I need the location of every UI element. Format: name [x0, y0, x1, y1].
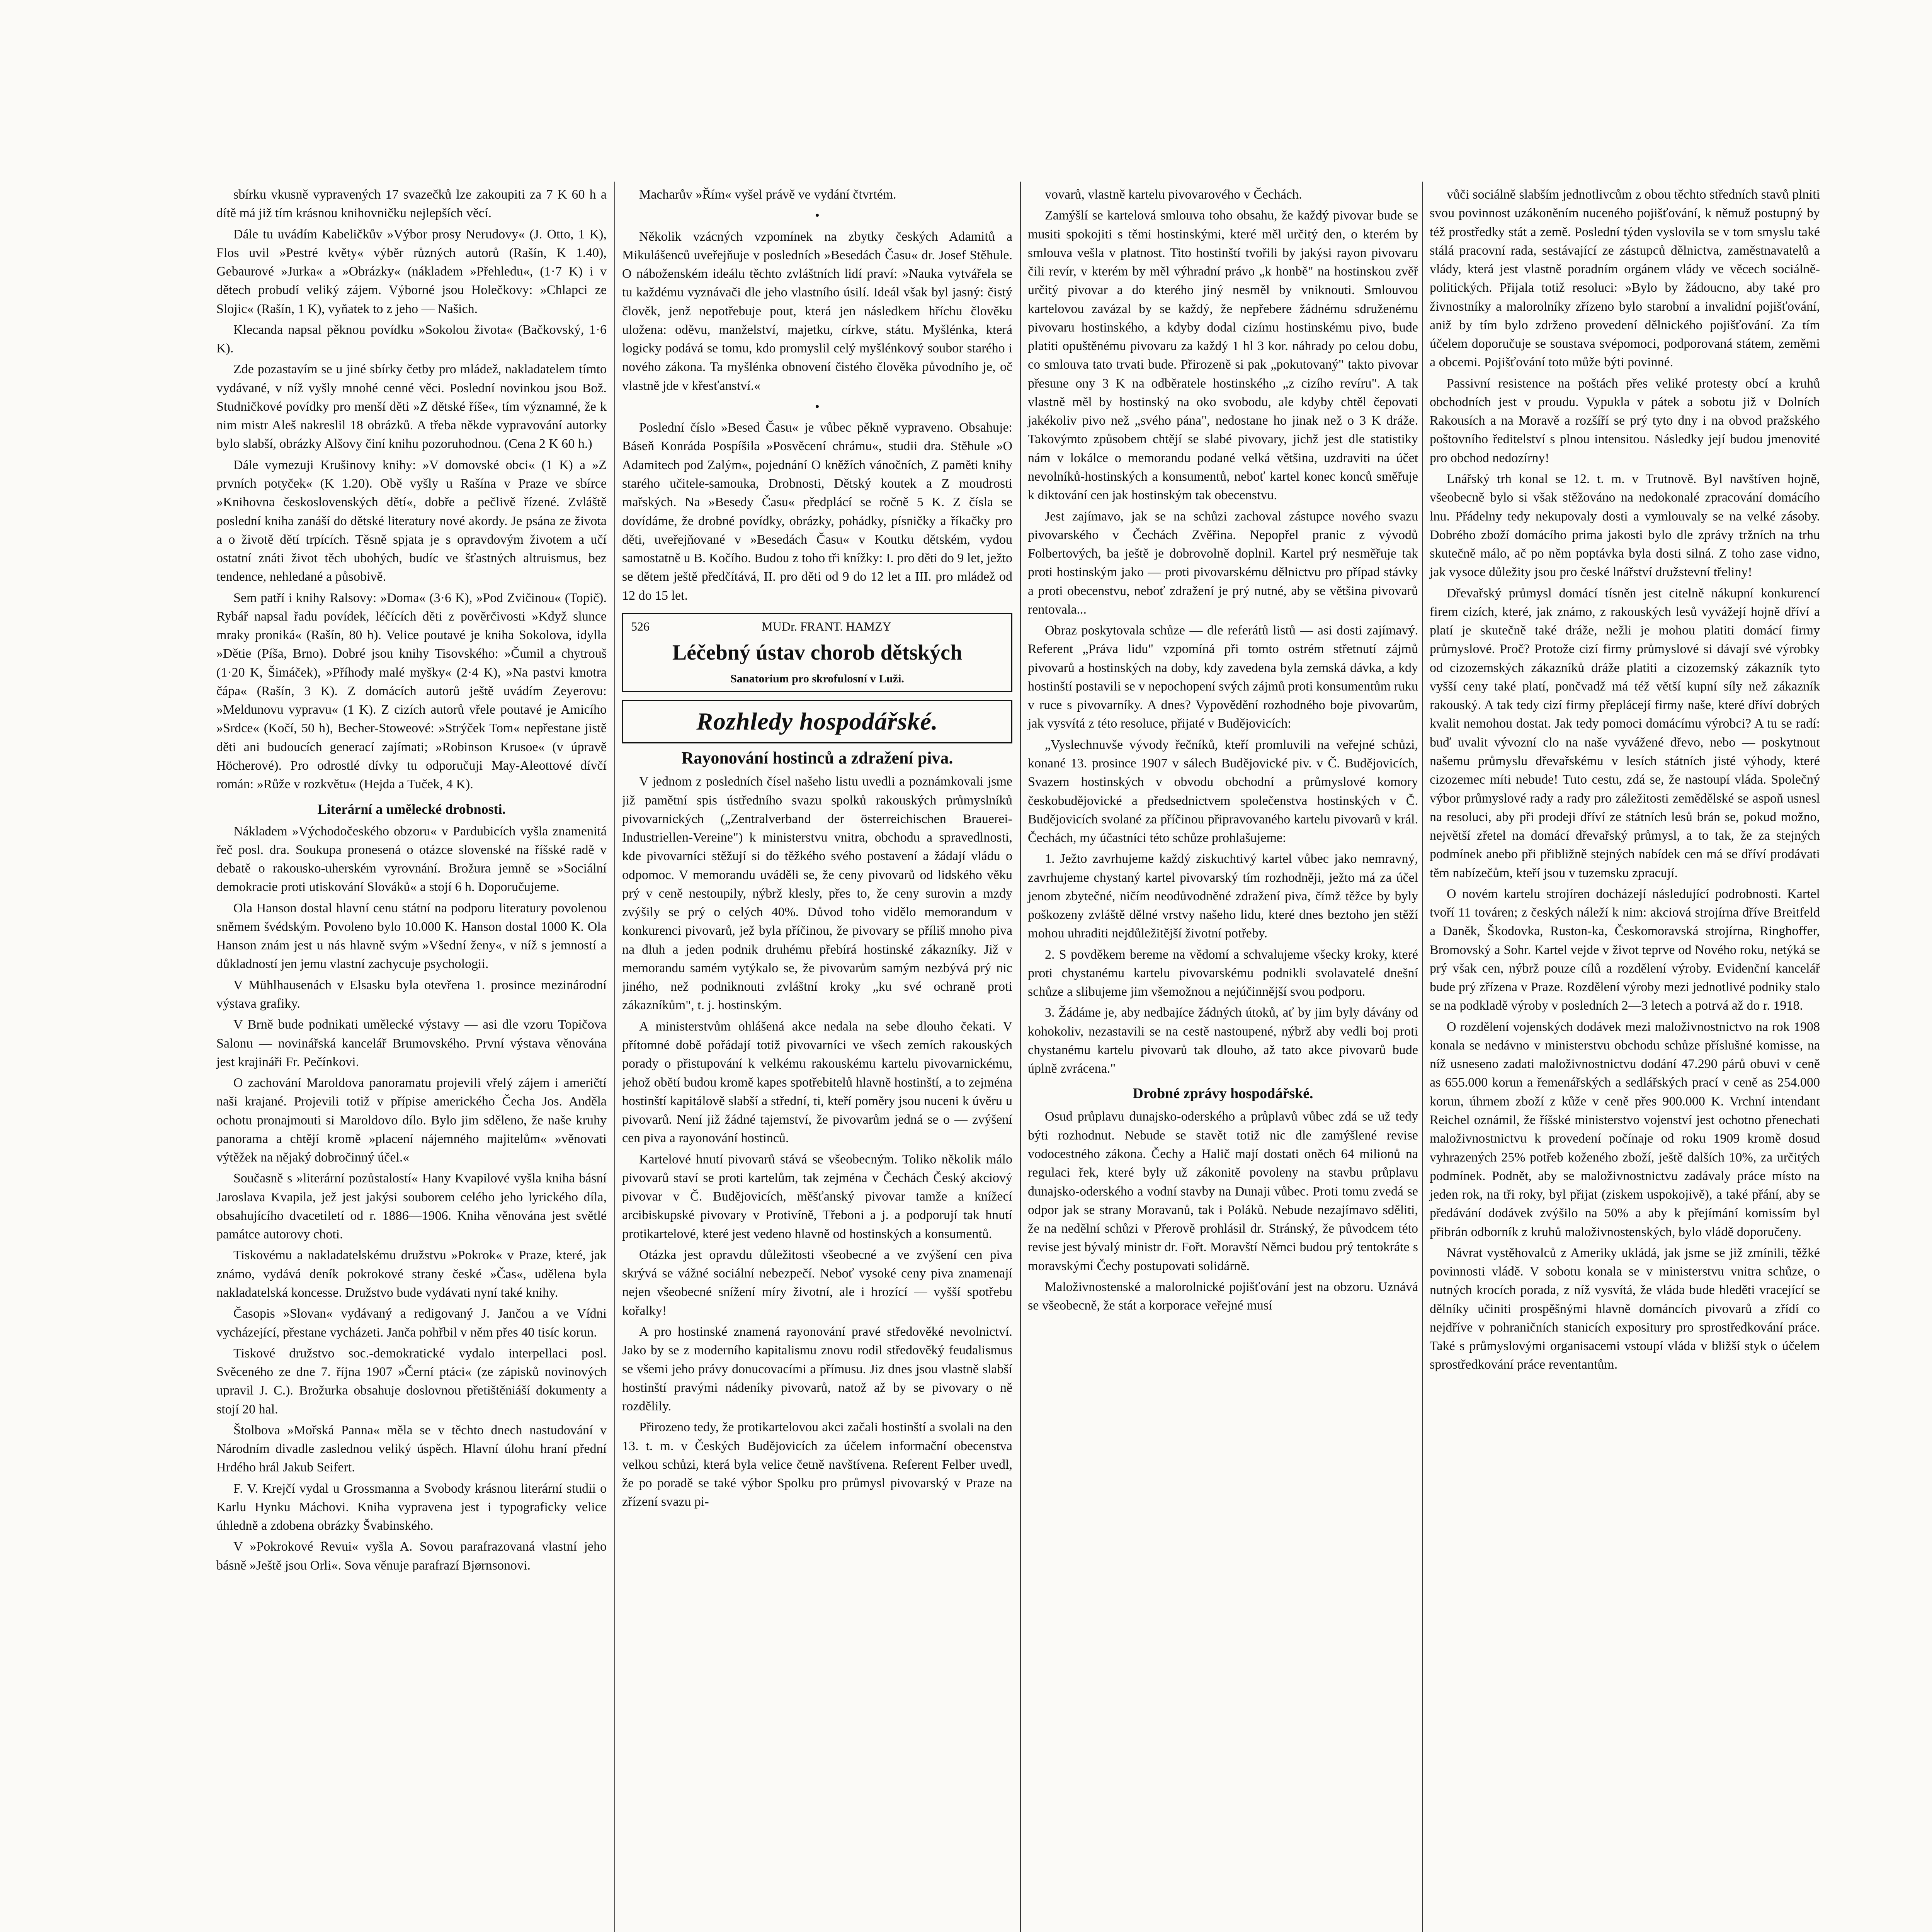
column-divider: [1422, 182, 1423, 1932]
paragraph: 2. S povděkem bereme na vědomí a schvalujeme všecky kroky, které proti chystanému kartelu pivovarskému podnikli svolavatelé dnešní schůze a slibujeme jim všemožnou a nejúčinnější svou podporu.: [1028, 947, 1418, 999]
paragraph: Dále tu uvádím Kabeličkův »Výbor prosy Nerudovy« (J. Otto, 1 K), Flos uvil »Pestré květy« výběr různých autorů (Rašín, K 1.40), Gebaurové »Jurka« a »Obrázky« (nákladem »Přehledu«, (1·7 K) i v dětech probudí veliký zájem. Výborné jsou Holečkovy: »Chlapci ze Slojic« (Rašín, 1 K), vyňatek to z jeho — Našich.: [216, 227, 607, 316]
ad-doctor: MUDr. FRANT. HAMZY: [762, 619, 891, 633]
paragraph: Tiskové družstvo soc.-demokratické vydalo interpellaci posl. Svěceného ze dne 7. října 1907 »Černí ptáci« (ze zápisků novinových upravil J. C.). Brožurka obsahuje doslovnou přetištěniáší dokumenty a stojí 20 hal.: [216, 1346, 607, 1417]
paragraph: Zamýšlí se kartelová smlouva toho obsahu, že každý pivovar bude se musiti spokojiti s těmi hostinskými, které měl určitý den, o kterém by smlouva vešla v platnost. Tito hostinští tvořili by jakýsi rayon pivovaru čili revír, v kterém by měl výhradní právo „k honbě" na hostinskou zvěř určitý pivovar a do kterého jiný nesměl by vniknouti. Smlouvou kartelovou zavázal by se každý, že nepřebere žádnému sdruženému pivovaru hostinského, a kdyby dodal cizímu hostinskému pivo, bude platiti opuštěnému pivovaru za každý 1 hl 3 kor. náhrady po celou dobu, co smlouva tato trvati bude. Přirozeně si pak „pokutovaný" takto pivovar přesune ony 3 K na odběratele hostinského „z cizího revíru". A tak vlastně měl by hostinský na oko svobodu, ale kdyby chtěl čepovati jakékoliv pivo než „svého pána", nedostane ho jinak než o 3 K dráže. Takovýmto způsobem chtějí se slabé pivovary, jichž jest dle statistiky nám v lokálce o memorandu podané velká většina, uzdraviti na účet nevolníků-hostinských a konsumentů, neboť kartel konec konců směřuje k diktování cen jak hostinským tak obecenstvu.: [1028, 208, 1418, 503]
ad-number: 526: [631, 619, 650, 633]
paragraph: Několik vzácných vzpomínek na zbytky českých Adamitů a Mikulášenců uveřejňuje v posledních »Besedách Času« dr. Josef Stěhule. O náboženském ideálu těchto zvláštních lidí praví: »Nauka vytvářela se tu každému vyznávači dle jeho vlastního úsilí. Ideál však byl jasný: čistý člověk, jenž nepotřebuje pout, která jen následkem hříchu člověku uložena: oděvu, manželství, majetku, církve, státu. Myšlénka, která logicky podává se tomu, kdo promyslil celý myšlénkový soubor starého i nového zákona. Ta myšlénka obnovení čistého člověka původního je, oč vlastně jde v křesťanství.«: [622, 229, 1012, 393]
paragraph: Obraz poskytovala schůze — dle referátů listů — asi dosti zajímavý. Referent „Práva lidu" vzpomíná při tomto ostrém střetnutí zájmů pivovarů a hostinských na doby, kdy zavedena byla zemská dávka, a kdy hostinští postavili se v nepochopení svých zájmů proti konsumentům ruku v ruce s pivovarníky. A dnes? Vypovědění rozhodného boje pivovarům, jak vysvítá z této resoluce, přijaté v Budějovicích:: [1028, 623, 1418, 731]
paragraph: Osud průplavu dunajsko-oderského a průplavů vůbec zdá se už tedy býti rozhodnut. Nebude se stavět totiž nic dle zamýšlené revise vodocestného zákona. Čechy a Halič mají dostati oněch 64 milionů na regulaci řek, které byly už zákonitě povoleny na stavbu průplavu dunajsko-oderského a vodní stavby na Dunaji vůbec. Proti tomu zvedá se odpor jak se strany Moravanů, tak i Poláků. Nebude nezajímavo sděliti, že na nedělní schůzi v Přerově prohlásil dr. Stránský, že původcem této revise jest bývalý ministr dr. Fořt. Moravští Němci budou prý tentokráte s moravskými Čechy postupovati solidárně.: [1028, 1109, 1418, 1273]
paragraph: A ministerstvům ohlášená akce nedala na sebe dlouho čekati. V přítomné době pořádají totiž pivovarníci ve všech zemích rakouských porady o přistupování k velkému rakouskému kartelu pivovarnickému, jehož obětí budou kromě kapes spotřebitelů hlavně hostinští, a to zejména hostinští kapitálově slabší a střední, ti, kteří poměry jsou nuceni k úvěru u pivovarů. Není již žádné tajemství, že pivovarům jedná se o — zvýšení cen piva a rayonování hostinců.: [622, 1019, 1012, 1146]
paragraph: Návrat vystěhovalců z Ameriky ukládá, jak jsme se již zmínili, těžké povinnosti vládě. V sobotu konala se v ministerstvu vnitra schůze, o nutných krocích porada, z níž vysvítá, že vláda bude hleděti vracející se dělníky učiniti prospěšnými hlavně dománcích pivovarů a zřídí co nejdříve v pohraničních stanicích expositury pro sprostředkování práce. Také s průmyslovými organisacemi vstoupí vláda v bližší styk o účelem sprostředkování práce reventantům.: [1430, 1245, 1820, 1372]
article-title: Rayonování hostinců a zdražení piva.: [681, 748, 953, 768]
subsection-title: Drobné zprávy hospodářské.: [1133, 1085, 1313, 1102]
column-divider: [614, 182, 615, 1932]
paragraph: Otázka jest opravdu důležitosti všeobecné a ve zvýšení cen piva skrývá se vážné sociální nebezpečí. Neboť vysoké ceny piva znamenají nejen všeobecné snížení míry životní, ale i hrozící — vyšší spotřebu kořalky!: [622, 1247, 1012, 1318]
paragraph: Zde pozastavím se u jiné sbírky četby pro mládež, nakladatelem tímto vydávané, v níž vyšly mnohé cenné věci. Poslední novinkou jsou Bož. Studničkové povídky pro menší děti »Z dětské říše«, tím významné, že k nim mistr Aleš nakreslil 18 obrázků. A třeba někde vypravování autorky bylo slabší, obrázky Alšovy činí knihu pozoruhodnou. (Cena 2 K 60 h.): [216, 362, 607, 451]
paragraph: V jednom z posledních čísel našeho listu uvedli a poznámkovali jsme již pamětní spis ústředního svazu spolků rakouských průmyslníků pivovarnických („Zentralverband der österreichischen Brauerei-Industriellen-Vereine") k ministerstvu vnitra, obchodu a spravedlnosti, kde pivovarníci stěžují si do těžkého svého postavení a žádají vládu o odpomoc. V memorandu uváděli se, že ceny pivovarů od lidského věku prý v ceně nestoupily, nýbrž klesly, přes to, že ceny surovin a mzdy zvýšily se prý o celých 40%. Důvod toho vidělo memorandum v konkurenci pivovarů, jež byla příčinou, že pivovary se příliš mnoho piva na dluh a jeden podnik druhému přebírá hostinské zákazníky. Již v memorandu samém vytýkalo se, že pivovarům samým nezbývá prý nic jiného, než podniknouti zvláštní kroky „ku své ochraně proti zákazníkům", t. j. hostinským.: [622, 774, 1012, 1013]
ad-subtitle: Sanatorium pro skrofulosní v Luži.: [730, 672, 904, 685]
separator-dot: •: [815, 399, 820, 414]
paragraph: Maloživnostenské a malorolnické pojišťování jest na obzoru. Uznává se všeobecně, že stát a korporace veřejné musí: [1028, 1279, 1418, 1313]
paragraph: Sem patří i knihy Ralsovy: »Doma« (3·6 K), »Pod Zvičinou« (Topič). Rybář napsal řadu povídek, léčících děti z pověrčivosti »Když slunce mraky proniká« (Rašín, 80 h). Velice poutavé je kniha Sokolova, idylla »Dětie (Píša, Brno). Dobré jsou knihy Tisovského: »Čumil a chytrouš (1·20 K, Šimáček), »Příhody malé myšky« (2·4 K), »Na pastvi kmotra čápa« (Rašín, 3 K). Z domácích autorů ještě uvádím Zeyerovu: »Meldunovu vypravu« (1 K). Z cizích autorů vřele poutavé je Amicího »Srdce« (Kočí, 50 h), Becher-Stoweové: »Strýček Tom« nepřestane jistě děti ani budoucích generací zajímati; »Robinson Krusoe« (v úpravě Höcherové). Pro odrostlé dívky tu odporučuji May-Aleottové dívčí román: »Růže v rozkvětu« (Hejda a Tuček, 4 K).: [216, 590, 607, 792]
paragraph: F. V. Krejčí vydal u Grossmanna a Svobody krásnou literární studii o Karlu Hynku Máchovi. Kniha vypravena jest i typograficky velice úhledně a zdobena obrázky Švabinského.: [216, 1481, 607, 1533]
paragraph: Současně s »literární pozůstalostí« Hany Kvapilové vyšla kniha básní Jaroslava Kvapila, jež jest jakýsi souborem celého jeho lyrického díla, obsahujícího dvacetiletí od r. 1886—1906. Kniha věnována jest světlé památce autorovy choti.: [216, 1171, 607, 1242]
paragraph: Tiskovému a nakladatelskému družstvu »Pokrok« v Praze, které, jak známo, vydává deník pokrokové strany české »Čas«, udělena byla nakladatelská koncesse. Družstvo bude vydávati nyní také knihy.: [216, 1248, 607, 1300]
paragraph: A pro hostinské znamená rayonování pravé středověké nevolnictví. Jako by se z moderního kapitalismu znovu rodil středověký feudalismus se všemi jeho právy donucovacími a přímusu. Jiz dnes jsou vlastně slabší hostinští pravými nádeníky pivovarů, natož až by se pivovary o ně rozdělily.: [622, 1324, 1012, 1414]
paragraph: Klecanda napsal pěknou povídku »Sokolou života« (Bačkovský, 1·6 K).: [216, 322, 607, 356]
column-divider: [1020, 182, 1021, 1932]
paragraph: vůči sociálně slabším jednotlivcům z obou těchto středních stavů plniti svou povinnost uzákoněním nuceného pojišťování, k němuž postupný by též prostředky stát a země. Poslední týden vyslovila se v tom smyslu také stálá pracovní rada, sestávající ze zástupců dělnictva, zaměstnavatelů a vlády, která jest vlastně poradním orgánem vlády ve věcech sociálně-politických. Přijala totiž resoluci: »Bylo by žádoucno, aby také pro živnostníky a malorolníky zřízeno bylo starobní a invalidní pojišťování, aniž by tím bylo zdrženo provedení dělnického pojišťování. Za tím účelem doporučuje se soustava svépomoci, podporovaná státem, zeměmi a obcemi. Pojišťování toto může býti povinné.: [1430, 187, 1820, 370]
paragraph: Dále vymezuji Krušinovy knihy: »V domovské obci« (1 K) a »Z prvních potyček« (K 1.20). Obě vyšly u Rašína v Praze ve sbírce »Knihovna československých dětí«, dobře a pečlivě řízené. Zvláště poslední kniha zanáší do dětské literatury nové akordy. Je psána ze života a o životě dětí trpících. Těsně spjata je s opravdovým životem a učí ostatní znáti život těch ubohých, budíc ve šťastných altruismus, bez tendence, nehledané a působivě.: [216, 457, 607, 584]
paragraph: Dřevařský průmysl domácí tísněn jest citelně nákupní konkurencí firem cizích, které, jak známo, z rakouských lesů vyvážejí hojně dříví a platí je skutečně také dráže, nežli je mohou platiti domácí firmy průmyslové. Proč? Protože cizí firmy průmyslové si dávají své výrobky od cizozemských zákazníků dráže platiti a cizozemský zákazník tyto vyšší ceny také platí, pončvadž má též větší kupní síly než zákazník rakouský. A tak tedy cizí firmy přeplácejí firmy naše, které dříví dobrých kvalit nemohou dostat. Jak tedy pomoci domácímu výrobci? A tu se radí: buď uvalit vývozní clo na naše vyvážené dřevo, nebo — poskytnout našemu průmyslu dřevařskému v lesích státních jisté výhody, které cizozemec míti nebude! Tuto cestu, zdá se, že nastoupí vláda. Společný výbor průmyslové rady a rady pro záležitosti zemědělské se aspoň usnesl na resoluci, aby při prodeji dříví ze státních lesů brán se, pokud možno, největší zřetel na domácí dřevařský průmysl, a to tak, že za stejných podmínek anebo při přibližně stejných nabídek cen má se dříví prodávati těm nabízečům, kteří jsou v tuzemsku zpracují.: [1430, 586, 1820, 880]
paragraph: Nákladem »Východočeského obzoru« v Pardubicích vyšla znamenitá řeč posl. dra. Soukupa pronesená o otázce slovenské na říšské radě v debatě o rakousko-uherském vyrovnání. Brožura jemně se »Sociální demokracie proti utiskování Slováků« a stojí 6 h. Doporučujeme.: [216, 824, 607, 895]
paragraph: Jest zajímavo, jak se na schůzi zachoval zástupce nového svazu pivovarského v Čechách Zvěřina. Nepopřel pranic z vývodů Folbertových, ba ještě je dobrovolně doplnil. Kartel prý nesměřuje tak proti hostinským jako — proti pivovarskému dělnictvu pro případ stávky a proti obecenstvu, neboť zdražení je prý nutné, aby se většina pivovarů rentovala...: [1028, 509, 1418, 617]
paragraph: 1. Ježto zavrhujeme každý ziskuchtivý kartel vůbec jako nemravný, zavrhujeme chystaný kartel pivovarský tím rozhodněji, ježto má za účel jenom zbytečné, ničím neodůvodněné zdražení piva, čímž těžce by byly poškozeny zvláště dělné vrstvy našeho lidu, které dnes beztoho jen stěží mohou uhraditi nejdůležitější životní potřeby.: [1028, 852, 1418, 941]
paragraph: 3. Žádáme je, aby nedbajíce žádných útoků, ať by jim byly dávány od kohokoliv, nezastavili se na cestě nastoupené, nýbrž aby vedli boj proti chystanému kartelu pivovarů tak dlouho, až tato akce pivovarů bude úplně zvrácena.": [1028, 1005, 1418, 1076]
paragraph: Přirozeno tedy, že protikartelovou akci začali hostinští a svolali na den 13. t. m. v Českých Budějovicích za účelem informační obecenstva velkou schůzi, která byla velice četně navštívena. Referent Felber uvedl, že po poradě se také výbor Spolku pro průmysl pivovarský v Praze na zřízení svazu pi-: [622, 1420, 1012, 1509]
paragraph: Lnářský trh konal se 12. t. m. v Trutnově. Byl navštíven hojně, všeobecně bylo si však stěžováno na nedokonalé zpracování domácího lnu. Přádelny tedy nekupovaly dosti a vymlouvaly se na velké zásoby. Dobrého zboží domácího prima jakosti bylo dle zprávy tržních na trhu skutečně málo, ač po něm poptávka byla dosti silná. Z toho zase vidno, jak vysoce důležity jsou pro české lnářství družstevní třeliny!: [1430, 471, 1820, 580]
section-heading: Literární a umělecké drobnosti.: [317, 801, 506, 817]
separator-dot: •: [815, 208, 820, 223]
paragraph: Štolbova »Mořská Panna« měla se v těchto dnech nastudování v Národním divadle zaslednou veliký úspěch. Hlavní úlohu hraní přední Hrdého hrál Jakub Seifert.: [216, 1423, 607, 1475]
column-3: [1028, 185, 1418, 1317]
paragraph: vovarů, vlastně kartelu pivovarového v Čechách.: [1045, 187, 1302, 202]
paragraph: O rozdělení vojenských dodávek mezi maloživnostnictvo na rok 1908 konala se nedávno v ministerstvu obchodu schůze příslušné komisse, na níž usneseno zadati maloživnostnictvu dodání 47.290 párů obuvi v ceně as 655.000 korun a řemenářských a sedlářských prací v ceně as 254.000 korun, úhrnem zboží z kůže v ceně přes 900.000 K. Vrchní intendant Reichel oznámil, že říšské ministerstvo vojenství jest ochotno přenechati maloživnostnictvu k provedení počínaje od roku 1909 kromě dosud vyhrazených 25% potřeb koženého zboží, ještě dalších 10%, za určitých podmínek. Podnět, aby se maloživnostnictvu zadávaly práce místo na jeden rok, na tři roky, byl přijat (ziskem uspokojivě), a také přání, aby se předávání dodávek zvýšilo na 50% a aby k přejímání komissím byl přibrán odborník z kruhů maloživnostenských, bylo vládě doporučeny.: [1430, 1019, 1820, 1239]
paragraph: Kartelové hnutí pivovarů stává se všeobecným. Tolikо několik málo pivovarů staví se proti kartelům, tak zejména v Čechách Český akciový pivovar v Č. Budějovicích, měšťanský pivovar tamže a knížecí arcibiskupské pivovary v Protivíně, Třeboni a j. a podporují tak hnutí protikartelové, které jest vedeno hlavně od hostinských a konsumentů.: [622, 1152, 1012, 1241]
column-2: [622, 185, 1012, 1514]
paragraph: V Mühlhausenách v Elsasku byla otevřena 1. prosince mezinárodní výstava grafiky.: [216, 978, 607, 1011]
paragraph: Poslední číslo »Besed Času« je vůbec pěkně vypraveno. Obsahuje: Báseň Konráda Pospíšila »Posvěcení chrámu«, studii dra. Stěhule »O Adamitech pod Zalým«, pojednání O kněžích vánočních, Z paměti knihy starého učitele-samouka, Drobnosti, Dětský koutek a Z moudrosti mařských. Na »Besedy Času« předplácí se ročně 5 K. Z čísla se dovídáme, že drobné povídky, obrázky, pohádky, písničky a říkačky pro děti, uveřejňované v »Besedách Času« v Koutku dětském, vydou samostatně u B. Kočího. Budou z toho tři knížky: I. pro děti do 9 let, ježto se dětem ještě předčítává, II. pro děti od 9 do 12 let a III. pro mládež od 12 do 15 let.: [622, 420, 1012, 603]
paragraph: „Vyslechnuvše vývody řečníků, kteří promluvili na veřejné schůzi, konané 13. prosince 1907 v sálech Budějovické piv. v Č. Budějovicích, Svazem hostinských v obvodu obchodní a průmyslové komory českobudějovické a předsednictvem společenstva hostinských v Č. Budějovicích svolané za příčinou připravovaného kartelu pivovarů v král. Čechách, my účastníci této schůze prohlašujeme:: [1028, 737, 1418, 845]
paragraph: V »Pokrokové Revui« vyšla A. Sovou parafrazovaná vlastní jeho básně »Ještě jsou Orli«. Sova věnuje parafrazí Bjørnsonovi.: [216, 1539, 607, 1573]
advertisement: [622, 613, 1012, 692]
paragraph: Časopis »Slovan« vydávaný a redigovaný J. Jančou a ve Vídni vycházející, přestane vycházeti. Janča pohřbil v něm přes 40 tisíc korun.: [216, 1306, 607, 1340]
paragraph: Passivní resistence na poštách přes veliké protesty obcí a kruhů obchodních jest v proudu. Vypukla v pátek a sobotu již v Dolních Rakousích a na Moravě a rozšíří se prý tyto dny i na obvod pražského poštovního ředitelství s plnou intensitou. Následky její budou jmenovité pro obchod nedozírny!: [1430, 376, 1820, 465]
paragraph: V Brně bude podnikati umělecké výstavy — asi dle vzoru Topičova Salonu — novinářská kancelář Brumovského. První výstava věnována jest krajináři Fr. Pečínkovi.: [216, 1017, 607, 1069]
column-4: [1430, 185, 1820, 1377]
ad-title: Léčebný ústav chorob dětských: [672, 641, 963, 665]
paragraph: Ola Hanson dostal hlavní cenu státní na podporu literatury povolenou sněmem švédským. Povoleno bylo 10.000 K. Hanson dostal 1000 K. Ola Hanson znám jest u nás hlavně svým »Všední ženy«, v níž s jemností a důkladností jen jemu vlastní zachycuje psychologii.: [216, 901, 607, 971]
column-1: [216, 185, 607, 1577]
paragraph: O novém kartelu strojíren docházejí následující podrobnosti. Kartel tvoří 11 továren; z českých náleží k nim: akciová strojírna dříve Breitfeld a Daněk, Škodovka, Ruston-ka, Českomoravská strojírna, Ringhoffer, Bromovský a Sohr. Kartel vejde v život teprve od Nového roku, netýká se prý však cen, nýbrž pouze cílů a rozdělení výroby. Evidenční kancelář bude prý zřízena v Praze. Rozdělení výroby mezi jednotlivé podniky stalo se na podkladě výroby v posledních 2—3 letech a potrvá až do r. 1918.: [1430, 886, 1820, 1013]
paragraph: O zachování Maroldova panoramatu projevili vřelý zájem i američtí naši krajané. Projevili totiž v přípise amerického Čecha Jos. Anděla ochotu pronajmouti si Maroldovo dílo. Bylo jim sděleno, že naše kruhy panorama a chtějí kromě »placení nájemného majitelům« »věnovati výtěžek na nějaký dobročinný účel.«: [216, 1076, 607, 1165]
section-banner: Rozhledy hospodářské.: [622, 700, 1012, 743]
paragraph: Macharův »Řím« vyšel právě ve vydání čtvrtém.: [639, 187, 896, 202]
paragraph: sbírku vkusně vypravených 17 svazečků lze zakoupiti za 7 K 60 h a dítě má již tím krásnou knihovničku nejlepších věcí.: [216, 187, 607, 221]
